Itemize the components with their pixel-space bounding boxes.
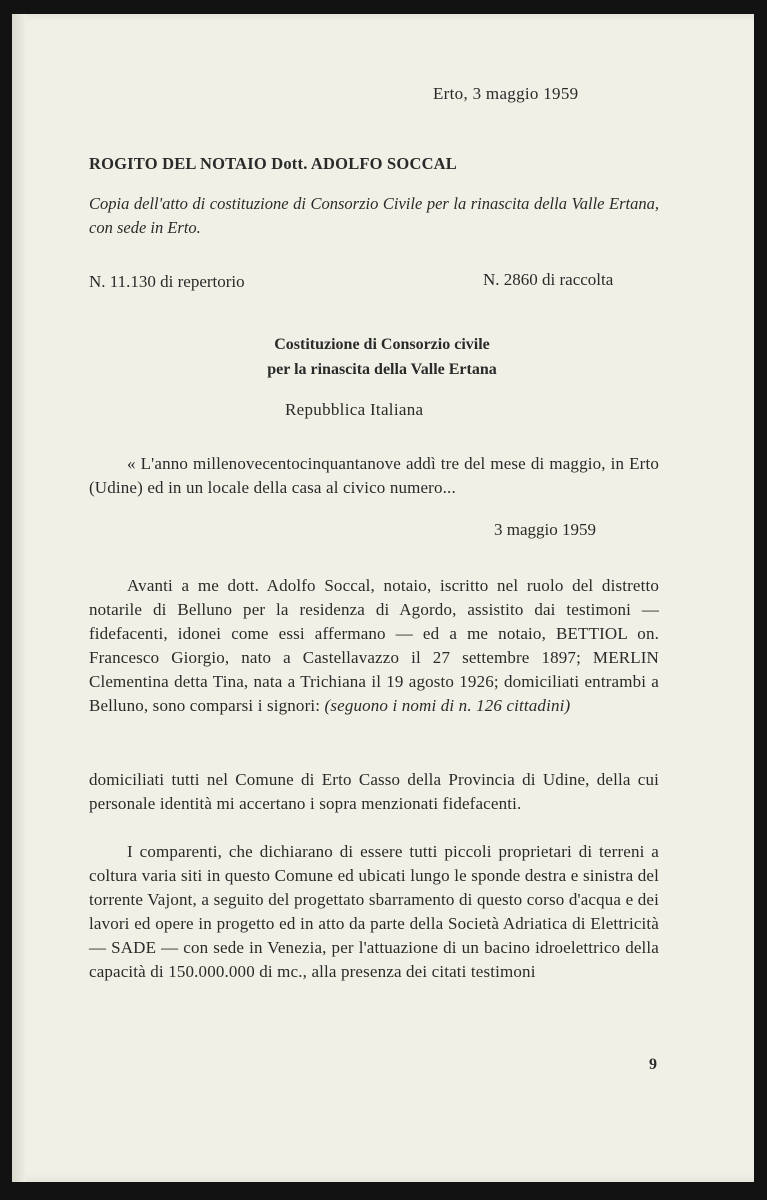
document-page [12, 14, 754, 1182]
document-title [172, 332, 592, 382]
page-number: 9 [649, 1056, 657, 1073]
comparenti-paragraph: I comparenti, che dichiarano di essere tutti piccoli proprietari di terreni a coltura varia siti in questo Comune ed ubicati lungo le sponde destra e sinistra del torrente Vajont, a seguito del progettato sbarramento di questo corso d'acqua e dei lavori ed opere in progetto ed in atto da parte della Società Adriatica di Elettricità — SADE — con sede in Venezia, per l'attuazione di un bacino idroelettrico della capacità di 150.000.000 di mc., alla presenza dei citati testimoni [89, 842, 659, 981]
page-gutter [12, 14, 26, 1182]
domiciliati-paragraph: domiciliati tutti nel Comune di Erto Casso della Provincia di Udine, della cui personale identità mi accertano i sopra menzionati fidefacenti. [89, 770, 659, 813]
avanti-italic-note: (seguono i nomi di n. 126 cittadini) [324, 696, 571, 715]
repertorio-number: N. 11.130 di repertorio [89, 272, 245, 291]
quote-date: 3 maggio 1959 [494, 520, 596, 539]
title-line-1: Costituzione di Consorzio civile [274, 336, 490, 353]
raccolta-number: N. 2860 di raccolta [483, 270, 614, 289]
dateline: Erto, 3 maggio 1959 [433, 84, 579, 103]
title-line-2: per la rinascita della Valle Ertana [267, 361, 497, 378]
intro-text: Copia dell'atto di costituzione di Consorzio Civile per la rinascita della Valle Ertana, con sede in Erto. [89, 194, 659, 237]
notary-heading: ROGITO DEL NOTAIO Dott. ADOLFO SOCCAL [89, 154, 458, 173]
avanti-text: Avanti a me dott. Adolfo Soccal, notaio, iscritto nel ruolo del distretto notarile di Belluno per la residenza di Agordo, assistito dai testimoni — fidefacenti, idonei come essi affermano — ed a me notaio, BETTIOL on. Francesco Giorgio, nato a Castellavazzo il 27 settembre 1897; MERLIN Clementina detta Tina, nata a Trichiana il 19 agosto 1926; domiciliati entrambi a Belluno, sono comparsi i signori: [89, 576, 659, 715]
avanti-paragraph [89, 574, 659, 718]
quote-paragraph: « L'anno millenovecentocinquantanove addì tre del mese di maggio, in Erto (Udine) ed in un locale della casa al civico numero... [89, 454, 659, 497]
repubblica-heading: Repubblica Italiana [285, 400, 424, 419]
